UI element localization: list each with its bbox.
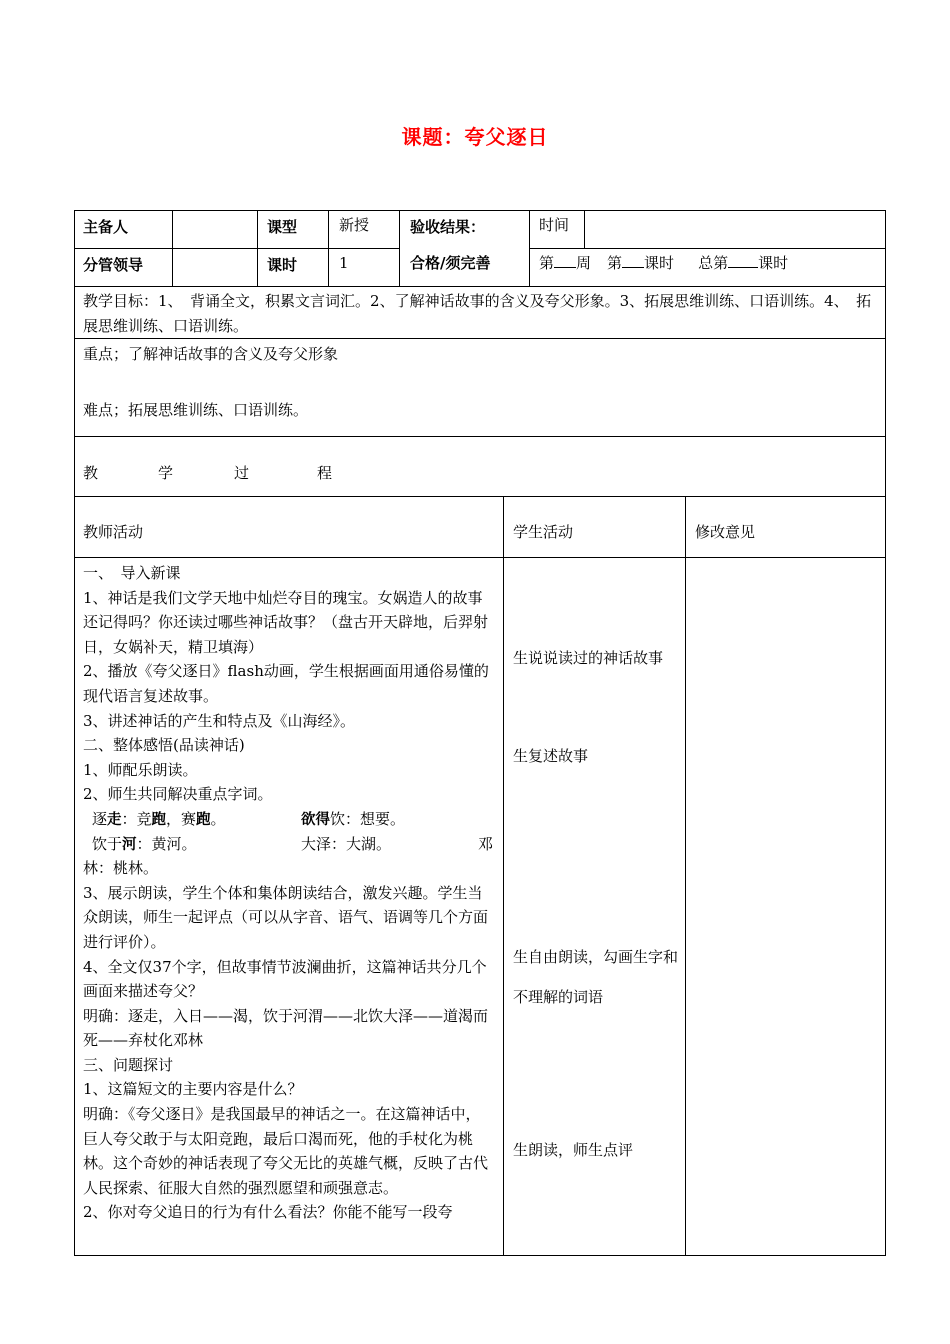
- key-point: 重点；了解神话故事的含义及夸父形象: [83, 345, 339, 363]
- lesson-suffix: 课时: [644, 254, 675, 272]
- process-heading-1: 教: [83, 464, 99, 482]
- answer-1: 明确：逐走，入日——渴，饮于河渭——北饮大泽——道渴而死——弃杖化邓林: [83, 1006, 489, 1050]
- vocab-row-3: 林：桃林。: [83, 859, 159, 878]
- total-suffix: 课时: [758, 254, 789, 272]
- section-discussion: 三、问题探讨: [83, 1055, 174, 1074]
- check-result-label: 验收结果：: [410, 218, 486, 236]
- lesson-blank: [622, 253, 644, 268]
- step-2: 2、播放《夸父逐日》flash动画，学生根据画面用通俗易懂的现代语言复述故事。: [83, 662, 489, 705]
- teaching-objectives: 教学目标：1、 背诵全文，积累文言词汇。2、了解神话故事的含义及夸父形象。3、拓展思维训练、口语训练。4、 拓展思维训练、口语训练。: [83, 292, 872, 335]
- difficult-point: 难点；拓展思维训练、口语训练。: [83, 401, 309, 419]
- step-read-4: 4、全文仅37个字，但故事情节波澜曲折，这篇神话共分几个画面来描述夸父？: [83, 957, 487, 1001]
- period-label: 课时: [267, 256, 298, 274]
- section-intro: 一、 导入新课: [83, 564, 181, 582]
- student-activity-3: 生自由朗读，勾画生字和不理解的词语: [513, 948, 679, 1006]
- student-activity-4: 生朗读，师生点评: [513, 1141, 634, 1159]
- step-read-1: 1、师配乐朗读。: [83, 760, 198, 779]
- section-reading: 二、整体感悟(品读神话): [83, 736, 245, 755]
- lesson-type-value: 新授: [339, 216, 370, 234]
- step-read-3: 3、展示朗读，学生个体和集体朗读结合，激发兴趣。学生当众朗读，师生一起评点（可以从字音、语气、语调等几个方面进行评价）。: [83, 883, 489, 951]
- week-suffix: 周: [576, 254, 592, 272]
- question-1: 1、这篇短文的主要内容是什么？: [83, 1080, 303, 1099]
- result-label: 合格/须完善: [410, 254, 491, 272]
- time-label: 时间: [539, 216, 570, 234]
- revision-column-header: 修改意见: [695, 523, 756, 541]
- question-2: 2、你对夸父追日的行为有什么看法？你能不能写一段夸: [83, 1203, 453, 1222]
- total-blank: [728, 253, 758, 268]
- lesson-type-label: 课型: [267, 218, 298, 236]
- total-prefix: 总第: [698, 254, 729, 272]
- process-heading-3: 过: [234, 464, 250, 482]
- step-1: 1、神话是我们文学天地中灿烂夺目的瑰宝。女娲造人的故事还记得吗？你还读过哪些神话故事？（盘古开天辟地，后羿射日，女娲补天，精卫填海）: [83, 588, 489, 656]
- schedule-line: [539, 251, 788, 275]
- student-activity-1: 生说说读过的神话故事: [513, 649, 664, 667]
- page-title: 课题：夸父逐日: [401, 125, 549, 149]
- vocab-row-1: 逐走：竞跑，赛跑。 欲得饮：想要。: [92, 809, 406, 828]
- step-3: 3、讲述神话的产生和特点及《山海经》。: [83, 711, 356, 730]
- preparer-label: 主备人: [83, 218, 129, 236]
- step-read-2: 2、师生共同解决重点字词。: [83, 785, 273, 804]
- leader-label: 分管领导: [83, 256, 144, 274]
- week-prefix: 第: [539, 254, 555, 272]
- student-column-header: 学生活动: [513, 523, 574, 541]
- week-blank: [554, 253, 576, 268]
- process-heading-2: 学: [158, 464, 174, 482]
- teacher-column-header: 教师活动: [83, 523, 144, 541]
- answer-2: 明确：《夸父逐日》是我国最早的神话之一。在这篇神话中，巨人夸父敢于与太阳竞跑，最后口渴而死，他的手杖化为桃林。这个奇妙的神话表现了夸父无比的英雄气概，反映了古代人民探索、征服大自然的强烈愿望和顽强意志。: [83, 1105, 489, 1197]
- vocab-row-2: 饮于河：黄河。 大泽：大湖。 邓: [92, 834, 494, 853]
- student-activity-2: 生复述故事: [513, 747, 589, 765]
- lesson-prefix: 第: [607, 254, 623, 272]
- period-value: 1: [339, 254, 349, 272]
- teacher-activity: [83, 561, 493, 1225]
- process-heading-4: 程: [317, 464, 333, 482]
